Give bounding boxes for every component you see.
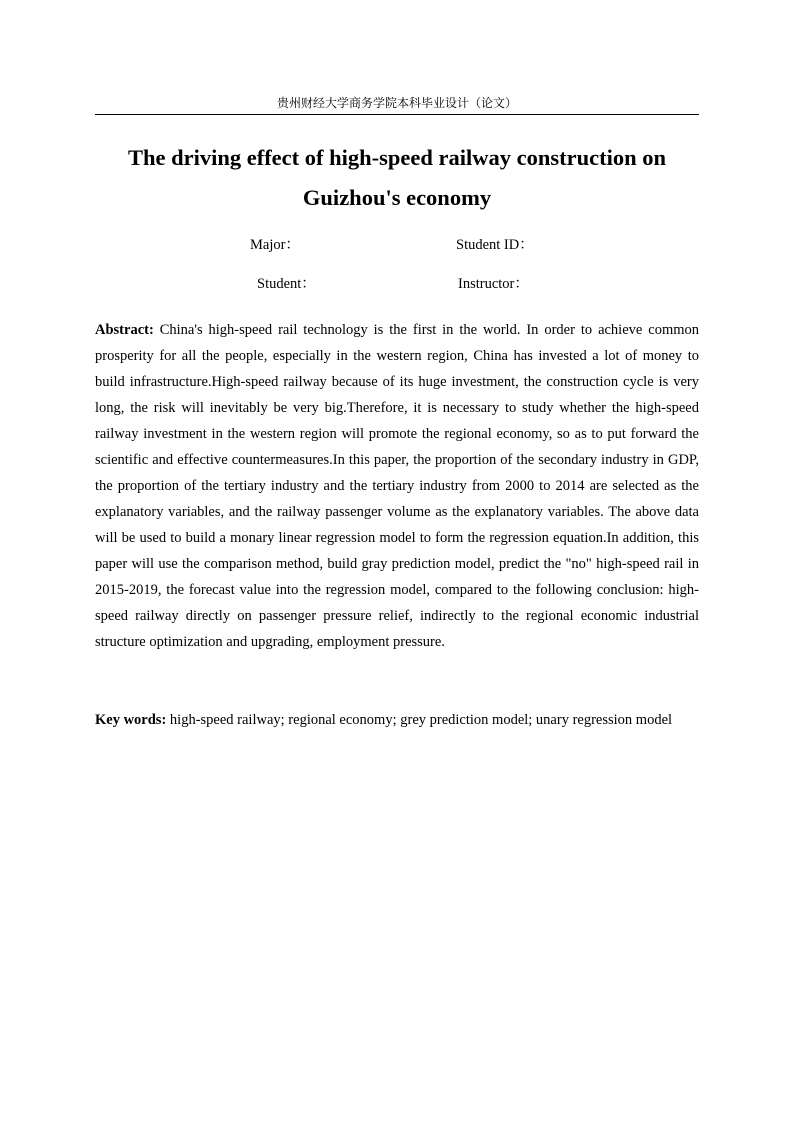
student-id-label: Student ID：	[456, 237, 534, 253]
keywords-label: Key words:	[95, 712, 167, 728]
keywords-text: high-speed railway; regional economy; grey prediction model; unary regression model	[169, 712, 673, 728]
major-label: Major：	[250, 237, 300, 253]
header-divider	[95, 114, 699, 115]
keywords-paragraph	[95, 707, 699, 733]
title-line-1: The driving effect of high-speed railway construction on	[127, 145, 667, 170]
instructor-label: Instructor：	[458, 276, 529, 292]
abstract-text: China's high-speed rail technology is the first in the world. In order to achieve common prosperity for all the people, especially in the western region, China has invested a lot of money to build infrastructure.High-speed railway because of its huge investment, the construction cycle is very long, the risk will inevitably be very big.Therefore, it is necessary to study whether the high-speed railway investment in the western region will promote the regional economy, so as to put forward the scientific and effective countermeasures.In this paper, the proportion of the secondary industry in GDP, the proportion of the tertiary industry and the tertiary industry from 2000 to 2014 are selected as the explanatory variables, and the railway passenger volume as the explanatory variables. The above data will be used to build a monary linear regression model to form the regression equation.In addition, this paper will use the comparison method, build gray prediction model, predict the "no" high-speed rail in 2015-2019, the forecast value into the regression model, compared to the following conclusion: high-speed railway directly on passenger pressure relief, indirectly to the regional economic industrial structure optimization and upgrading, employment pressure.	[95, 322, 699, 650]
title-line-2: Guizhou's economy	[302, 185, 492, 210]
student-label: Student：	[257, 276, 316, 292]
abstract-label: Abstract:	[95, 322, 154, 338]
paper-title	[60, 138, 734, 218]
running-head: 贵州财经大学商务学院本科毕业设计（论文）	[276, 96, 517, 110]
abstract-paragraph	[95, 317, 699, 655]
